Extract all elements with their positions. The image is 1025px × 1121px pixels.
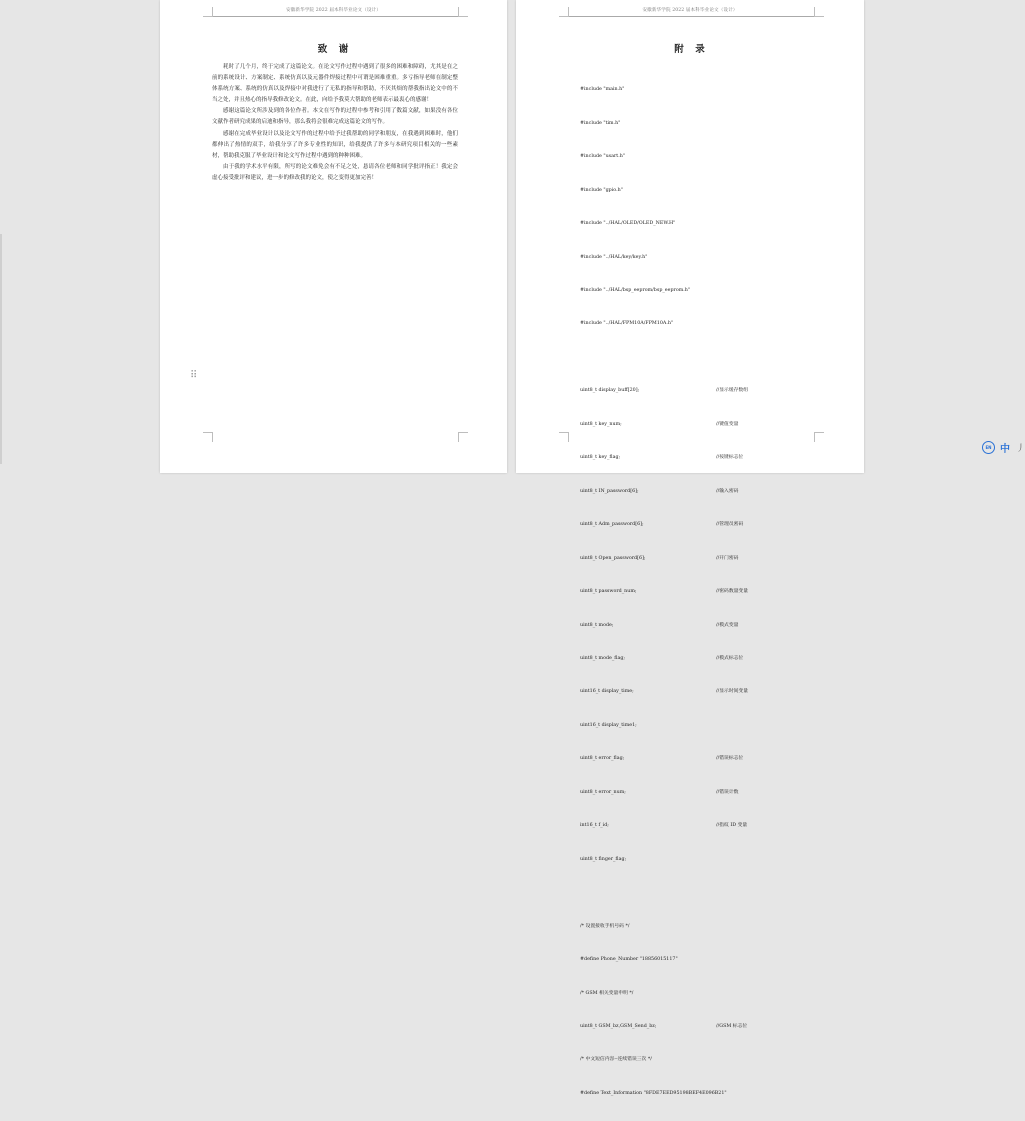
code-line (580, 787, 739, 798)
crop-mark (814, 7, 824, 17)
code-line: #include "usart.h" (580, 154, 626, 160)
code-line: #include "../HAL/key/key.h" (580, 254, 648, 260)
page-header: 安徽新华学院 2022 届本科毕业论文（设计） (285, 8, 381, 13)
document-page-acknowledgement (160, 0, 507, 473)
header-rule (568, 16, 814, 17)
paragraph: 由于我的学术水平有限，所写的论文难免会有不足之处，恳请各位老师和同学批评指正！我定会虚心接受批评和建议，进一步的修改我的论文，使之变得更加完善！ (212, 163, 458, 181)
crop-mark (559, 432, 569, 442)
code-comment: //模式变量 (716, 622, 739, 628)
code-line (580, 1054, 727, 1065)
code-line (580, 486, 739, 497)
page-title: 致 谢 (317, 44, 350, 55)
code-line: #include "gpio.h" (580, 187, 623, 193)
language-switcher[interactable] (982, 440, 1025, 455)
code-line (580, 954, 727, 965)
code-comment: //GSM 标志位 (716, 1024, 748, 1029)
code-text: /* GSM 相关变量申明 */ (580, 990, 634, 996)
code-line (580, 753, 744, 764)
code-line (580, 452, 744, 463)
code-comment: //错误计数 (716, 789, 739, 795)
code-line: #include "../HAL/FPM10A/FPM10A.h" (580, 321, 674, 327)
code-text: uint8_t mode_flag; (580, 656, 626, 662)
code-text: uint8_t key_flag; (580, 455, 621, 461)
left-scroll-edge (0, 234, 2, 464)
code-line (580, 519, 744, 530)
code-text: uint8_t password_num; (580, 589, 637, 595)
acknowledgement-text (212, 62, 458, 184)
code-text: /* 中文短信内容--连续错误三次 */ (580, 1057, 652, 1063)
header-rule (212, 16, 458, 17)
crop-mark (203, 432, 213, 442)
crop-mark (559, 7, 569, 17)
code-comment: //指纹 ID 变量 (716, 823, 748, 829)
page-header: 安徽新华学院 2022 届本科毕业论文（设计） (642, 8, 738, 13)
code-comment: //模式标志位 (716, 656, 744, 662)
code-text: int16_t f_id; (580, 823, 609, 829)
code-text: #define Text_Information "8FDE7EED95198BEF4E096B21" (580, 1090, 727, 1096)
code-line (580, 653, 744, 664)
language-separator: 丿 (1016, 444, 1025, 454)
drag-handle-icon[interactable]: ⠿ (190, 370, 198, 381)
crop-mark (203, 7, 213, 17)
code-comment: //开门密码 (716, 555, 739, 561)
crop-mark (458, 432, 468, 442)
paragraph: 感谢在完成毕业设计以及论文写作的过程中给予过我帮助的同学和朋友，在我遇到困难时，他们都伸出了热情的双手，给我分享了许多专业性的知识，给我提供了许多与本研究项目相关的一些素材，帮助我克服了毕业设计和论文写作过程中遇到的种种困难。 (212, 130, 458, 159)
crop-mark (814, 432, 824, 442)
code-line (580, 988, 727, 999)
code-line: #include "../HAL/OLED/OLED_NEW.H" (580, 221, 676, 227)
translate-icon[interactable]: EN (982, 441, 995, 454)
code-listing (580, 62, 749, 1121)
code-text: uint8_t Open_password[6]; (580, 555, 646, 561)
code-line (580, 620, 739, 631)
code-text: uint8_t GSM_bz,GSM_Send_bz; (580, 1024, 657, 1029)
code-comment: //管理员密码 (716, 522, 744, 528)
code-comment: //错误标志位 (716, 756, 744, 762)
code-text: uint8_t IN_password[6]; (580, 488, 639, 494)
code-line (580, 686, 749, 697)
code-comment: //键值变量 (716, 421, 739, 427)
code-text: #define Phone_Number "18856015117" (580, 957, 678, 963)
crop-mark (458, 7, 468, 17)
code-line: #include "../HAL/bsp_eeprom/bsp_eeprom.h" (580, 288, 691, 294)
code-text: uint8_t display_buff[20]; (580, 388, 640, 394)
code-text: uint16_t display_time1; (580, 722, 637, 728)
code-line (580, 854, 727, 865)
code-comment: //显示时间变量 (716, 689, 749, 695)
code-line (580, 1088, 727, 1099)
code-text: uint8_t mode; (580, 622, 614, 628)
code-line (580, 385, 749, 396)
code-text: uint8_t error_flag; (580, 756, 625, 762)
code-text: uint16_t display_time; (580, 689, 634, 695)
code-line (580, 720, 727, 731)
language-label[interactable]: 中 (1000, 444, 1010, 455)
code-text: uint8_t error_num; (580, 789, 626, 795)
code-text: /* 设置接收手机号码 */ (580, 923, 630, 929)
code-text: uint8_t key_num; (580, 421, 622, 427)
code-line (580, 419, 739, 430)
code-comment: //显示缓存数组 (716, 388, 749, 394)
code-text: uint8_t Adm_password[6]; (580, 522, 644, 528)
code-comment: //按键标志位 (716, 455, 744, 461)
code-line (580, 553, 739, 564)
code-line: #include "main.h" (580, 87, 625, 93)
code-line (580, 586, 749, 597)
code-line (580, 1021, 748, 1032)
code-line: #include "tim.h" (580, 120, 621, 126)
paragraph: 感谢这篇论文所涉及到的各位作者。本文在写作的过程中参考和引用了数篇文献，如果没有各位文献作者研究成果的启迪和指导，那么我将会很难完成这篇论文的写作。 (212, 108, 458, 126)
code-line (580, 921, 727, 932)
code-comment: //输入密码 (716, 488, 739, 494)
code-comment: //密码数量变量 (716, 589, 749, 595)
document-page-appendix (516, 0, 864, 1096)
code-text: uint8_t finger_flag; (580, 856, 627, 862)
paragraph: 耗时了几个月，终于完成了这篇论文。在论文写作过程中遇到了很多的困难和障碍，尤其是在之前的系统设计、方案制定、系统仿真以及元器件焊接过程中可谓是困难重重。多亏指导老师在制定整体系统方案、系统的仿真以及焊接中对我进行了无私的指导和帮助，不厌其烦的帮我指出论文中的不当之处，并且热心的指导我修改论文。在此，向给予我莫大帮助的老师表示最衷心的感谢！ (212, 64, 458, 104)
code-line (580, 820, 748, 831)
page-title: 附 录 (674, 44, 706, 55)
